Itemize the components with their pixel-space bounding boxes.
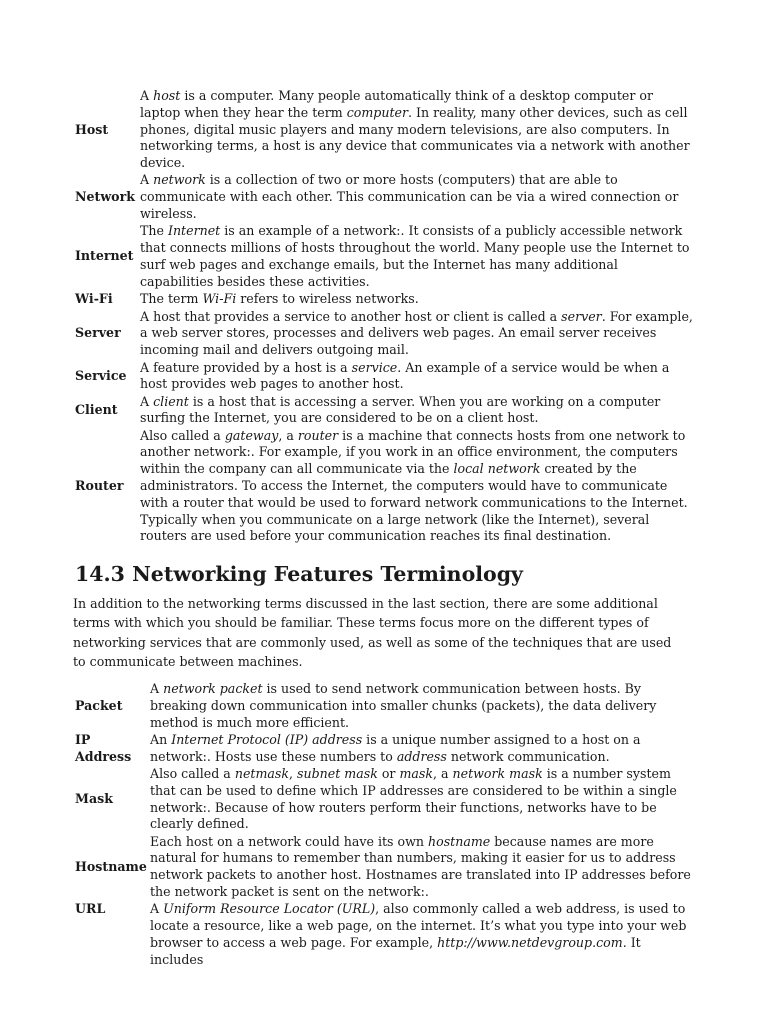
term-name: Mask [75, 791, 113, 807]
term-name: Wi-Fi [75, 291, 113, 307]
term-definition: A host is a computer. Many people automatically think of a desktop computer or laptop when they hear the term computer. In reality, many other devices, such as cell phones, digital music players and many modern televisions, are also computers. In networking terms, a host is any device that communicates via a network with another device. [140, 88, 690, 171]
term-definition: The Internet is an example of a network:. It consists of a publicly accessible network that connects millions of hosts throughout the world. Many people use the Internet to surf web pages and exchange emails, but the Internet has many additional capabilities besides these activities. [140, 223, 690, 289]
term-name: Client [75, 401, 118, 417]
section-intro-paragraph: In addition to the networking terms discussed in the last section, there are some additional terms with which you should be familiar. These terms focus more on the different types of networking services that are commonly used, as well as some of the techniques that are used to communicate between machines. [73, 596, 672, 670]
networking-features-table [75, 681, 695, 968]
term-definition: The term Wi-Fi refers to wireless networks. [140, 291, 419, 307]
term-row-internet [75, 222, 695, 291]
term-row-host [75, 88, 695, 172]
term-row-router [75, 427, 695, 545]
term-row-url [75, 901, 695, 968]
term-name: Router [75, 477, 124, 493]
term-row-network [75, 172, 695, 222]
term-row-ip-address [75, 732, 695, 766]
term-name: Internet [75, 248, 134, 264]
term-definition: Each host on a network could have its own hostname because names are more natural for humans to remember than numbers, making it easier for us to address network packets to another host. Hostnames are translated into IP addresses before the network packet is sent on the network:. [150, 833, 691, 899]
term-definition: A network is a collection of two or more hosts (computers) that are able to communicate with each other. This communication can be via a wired connection or wireless. [140, 171, 679, 221]
term-name: Packet [75, 698, 123, 714]
term-row-service [75, 359, 695, 393]
term-row-mask [75, 766, 695, 833]
term-name: Service [75, 367, 127, 383]
term-name: Host [75, 121, 109, 137]
term-definition: A network packet is used to send network communication between hosts. By breaking down communication into smaller chunks (packets), the data delivery method is much more efficient. [150, 681, 657, 730]
term-name: IP Address [75, 732, 132, 764]
term-definition: An Internet Protocol (IP) address is a unique number assigned to a host on a network:. Hosts use these numbers to address network communication. [150, 732, 641, 764]
term-row-client [75, 393, 695, 427]
networking-terms-table [75, 88, 695, 545]
term-definition: A host that provides a service to another host or client is called a server. For example, a web server stores, processes and delivers web pages. An email server receives incoming mail and delivers outgoing mail. [140, 308, 693, 358]
term-definition: A client is a host that is accessing a server. When you are working on a computer surfing the Internet, you are considered to be on a client host. [140, 393, 661, 426]
section-heading: 14.3 Networking Features Terminology [75, 562, 523, 586]
term-row-packet [75, 681, 695, 732]
term-definition: A Uniform Resource Locator (URL), also commonly called a web address, is used to locate a resource, like a web page, on the internet. It’s what you type into your web browser to access a web page. For example, http://www.netdevgroup.com. It includes [150, 901, 687, 967]
term-definition: Also called a gateway, a router is a machine that connects hosts from one network to another network:. For example, if you work in an office environment, the computers within the company can all communicate via the local network created by the administrators. To access the Internet, the computers would have to communicate with a router that would be used to forward network communications to the Internet. Typically when you communicate on a large network (like the Internet), several routers are used before your communication reaches its final destination. [140, 427, 688, 544]
term-name: Network [75, 188, 135, 204]
term-name: URL [75, 901, 106, 917]
term-definition: A feature provided by a host is a service. An example of a service would be when a host provides web pages to another host. [140, 359, 670, 392]
term-name: Hostname [75, 858, 147, 874]
term-definition: Also called a netmask, subnet mask or mask, a network mask is a number system that can be used to define which IP addresses are considered to be within a single network:. Because of how routers perform their functions, networks have to be clearly defined. [150, 766, 677, 832]
term-row-wifi [75, 291, 695, 308]
term-row-hostname [75, 833, 695, 901]
term-name: Server [75, 325, 121, 341]
term-row-server [75, 308, 695, 359]
